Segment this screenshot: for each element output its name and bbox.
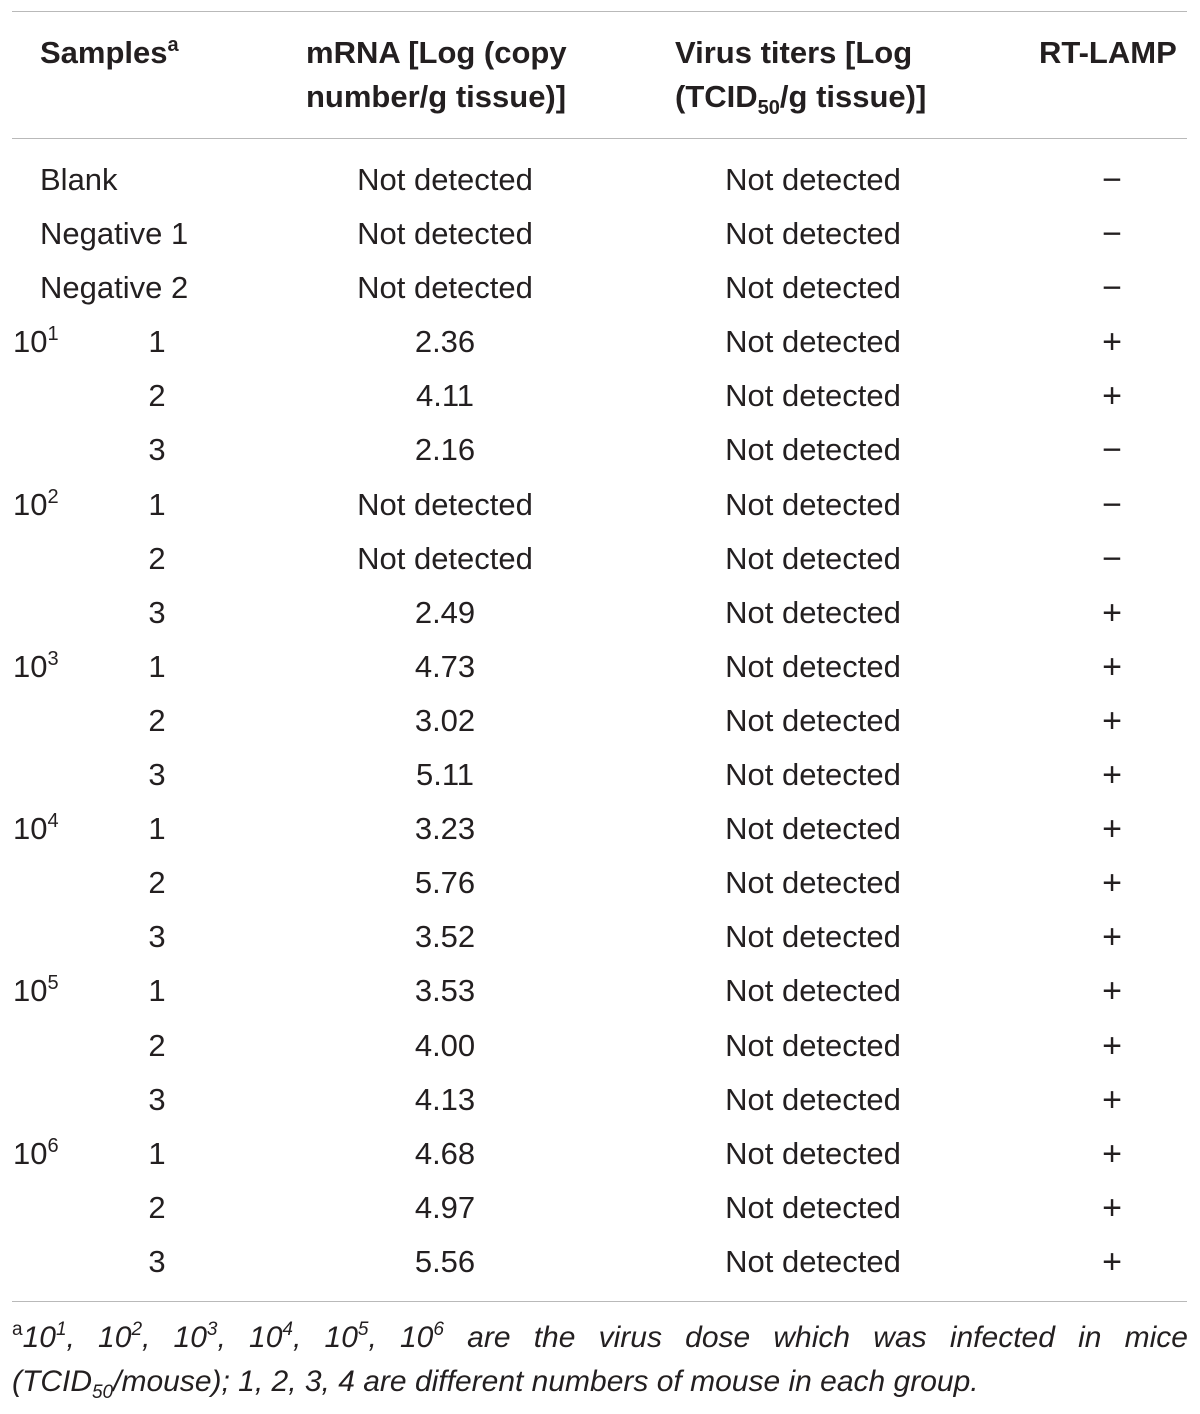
header-samples: Samples$^a$ xyxy=(40,34,179,70)
cell-mrna: Not detected xyxy=(357,162,533,197)
cell-rt-lamp: − xyxy=(1102,485,1122,524)
cell-virus-titer: Not detected xyxy=(725,270,901,306)
cell-mrna: 3.02 xyxy=(414,702,476,738)
cell-rt-lamp: + xyxy=(1102,1080,1122,1119)
cell-rt-lamp: − xyxy=(1102,539,1122,578)
cell-virus-titer: Not detected xyxy=(725,811,901,847)
cell-mouse-number: 2 xyxy=(148,378,166,414)
cell-mouse-number: 3 xyxy=(148,1081,166,1117)
table-top-rule xyxy=(12,11,1187,12)
cell-mrna: 5.56 xyxy=(414,1243,476,1279)
cell-group: $10^5$ xyxy=(13,972,59,1009)
cell-rt-lamp: + xyxy=(1102,647,1122,686)
cell-mrna: 4.11 xyxy=(415,378,475,414)
cell-mouse-number: 2 xyxy=(148,865,166,901)
cell-mrna: 5.76 xyxy=(414,865,476,901)
cell-mrna: 4.97 xyxy=(414,1189,476,1225)
cell-mrna: 2.16 xyxy=(414,432,476,468)
cell-mrna: Not detected xyxy=(357,486,533,522)
table-row xyxy=(0,856,1200,910)
cell-virus-titer: Not detected xyxy=(725,1135,901,1171)
cell-group: Negative 2 xyxy=(40,270,189,306)
cell-virus-titer: Not detected xyxy=(725,486,901,522)
cell-virus-titer: Not detected xyxy=(725,540,901,576)
cell-group: Negative 1 xyxy=(40,216,189,252)
table-row xyxy=(0,1019,1200,1073)
cell-mouse-number: 3 xyxy=(148,594,166,630)
table-row xyxy=(0,1181,1200,1235)
header-rt-lamp: RT-LAMP xyxy=(1039,35,1177,70)
cell-virus-titer: Not detected xyxy=(725,919,901,955)
table-footnote: $^a10^1$, $10^2$, $10^3$, $10^4$, $10^5$, $10^6$ are the virus dose which was infected in mice $(TCID_{50}/mouse)$; 1, 2, 3, 4 are different numbers of mouse in each group. xyxy=(12,1319,1188,1403)
cell-rt-lamp: + xyxy=(1102,1026,1122,1065)
cell-rt-lamp: + xyxy=(1102,701,1122,740)
cell-mrna: 4.00 xyxy=(414,1027,476,1063)
cell-mouse-number: 2 xyxy=(148,702,166,738)
cell-mouse-number: 2 xyxy=(148,1189,166,1225)
cell-group: $10^1$ xyxy=(13,323,59,360)
table-row xyxy=(0,153,1200,207)
table-row xyxy=(0,1235,1200,1289)
cell-mrna: 5.11 xyxy=(415,757,475,793)
cell-mrna: 3.23 xyxy=(414,811,476,847)
cell-rt-lamp: + xyxy=(1102,1188,1122,1227)
cell-rt-lamp: − xyxy=(1102,269,1122,308)
table-row xyxy=(0,207,1200,261)
cell-mouse-number: 1 xyxy=(148,811,166,847)
cell-rt-lamp: + xyxy=(1102,377,1122,416)
cell-mrna: Not detected xyxy=(357,216,533,252)
cell-mouse-number: 1 xyxy=(148,324,166,360)
cell-rt-lamp: + xyxy=(1102,918,1122,957)
cell-mouse-number: 1 xyxy=(148,973,166,1009)
table-row xyxy=(0,964,1200,1018)
cell-virus-titer: Not detected xyxy=(725,1243,901,1279)
cell-rt-lamp: + xyxy=(1102,756,1122,795)
table-header-rule xyxy=(12,138,1187,139)
cell-mouse-number: 3 xyxy=(148,757,166,793)
cell-virus-titer: Not detected xyxy=(725,378,901,414)
cell-mouse-number: 1 xyxy=(148,486,166,522)
table-row xyxy=(0,369,1200,423)
cell-mouse-number: 1 xyxy=(148,1135,166,1171)
cell-rt-lamp: + xyxy=(1102,1134,1122,1173)
header-virus-titers: Virus titers [Log ($TCID_{50}/g$ tissue)] xyxy=(675,35,927,119)
cell-virus-titer: Not detected xyxy=(725,1027,901,1063)
cell-virus-titer: Not detected xyxy=(725,757,901,793)
cell-mrna: Not detected xyxy=(357,270,533,306)
cell-virus-titer: Not detected xyxy=(725,973,901,1009)
cell-rt-lamp: + xyxy=(1102,972,1122,1011)
cell-group: $10^2$ xyxy=(13,485,59,522)
table-row xyxy=(0,802,1200,856)
cell-group: Blank xyxy=(40,162,118,197)
cell-mrna: 4.68 xyxy=(414,1135,476,1171)
cell-mrna: 3.53 xyxy=(414,973,476,1009)
table-row xyxy=(0,315,1200,369)
cell-mouse-number: 1 xyxy=(148,648,166,684)
table-row xyxy=(0,586,1200,640)
cell-mouse-number: 3 xyxy=(148,1243,166,1279)
table-row xyxy=(0,1127,1200,1181)
cell-virus-titer: Not detected xyxy=(725,1189,901,1225)
header-mrna: mRNA [Log (copy number/g tissue)] xyxy=(306,35,567,114)
cell-virus-titer: Not detected xyxy=(725,865,901,901)
cell-mouse-number: 2 xyxy=(148,540,166,576)
cell-virus-titer: Not detected xyxy=(725,702,901,738)
cell-rt-lamp: − xyxy=(1102,215,1122,254)
cell-mrna: Not detected xyxy=(357,540,533,576)
table-row xyxy=(0,423,1200,477)
cell-mouse-number: 3 xyxy=(148,432,166,468)
cell-rt-lamp: − xyxy=(1102,161,1122,199)
cell-rt-lamp: − xyxy=(1102,431,1122,470)
table-row xyxy=(0,748,1200,802)
cell-group: $10^6$ xyxy=(13,1134,59,1171)
cell-virus-titer: Not detected xyxy=(725,324,901,360)
header-samples-footnote-mark: a xyxy=(167,34,179,56)
cell-virus-titer: Not detected xyxy=(725,216,901,252)
cell-rt-lamp: + xyxy=(1102,810,1122,849)
cell-mrna: 2.36 xyxy=(414,324,476,360)
cell-rt-lamp: + xyxy=(1102,323,1122,362)
cell-mrna: 3.52 xyxy=(414,919,476,955)
cell-virus-titer: Not detected xyxy=(725,162,901,197)
cell-group: $10^3$ xyxy=(13,647,59,684)
cell-mrna: 4.73 xyxy=(414,648,476,684)
table-body xyxy=(0,153,1200,1289)
table-row xyxy=(0,910,1200,964)
cell-virus-titer: Not detected xyxy=(725,432,901,468)
table-row xyxy=(0,261,1200,315)
table-bottom-rule xyxy=(12,1301,1187,1302)
cell-rt-lamp: + xyxy=(1102,593,1122,632)
table-row xyxy=(0,532,1200,586)
cell-rt-lamp: + xyxy=(1102,864,1122,903)
cell-rt-lamp: + xyxy=(1102,1242,1122,1281)
table-row xyxy=(0,478,1200,532)
cell-mouse-number: 2 xyxy=(148,1027,166,1063)
cell-mrna: 4.13 xyxy=(414,1081,476,1117)
table-row xyxy=(0,1073,1200,1127)
cell-group: $10^4$ xyxy=(13,810,59,847)
table-row xyxy=(0,640,1200,694)
cell-virus-titer: Not detected xyxy=(725,594,901,630)
cell-virus-titer: Not detected xyxy=(725,1081,901,1117)
table-row xyxy=(0,694,1200,748)
cell-virus-titer: Not detected xyxy=(725,648,901,684)
cell-mouse-number: 3 xyxy=(148,919,166,955)
cell-mrna: 2.49 xyxy=(414,594,476,630)
